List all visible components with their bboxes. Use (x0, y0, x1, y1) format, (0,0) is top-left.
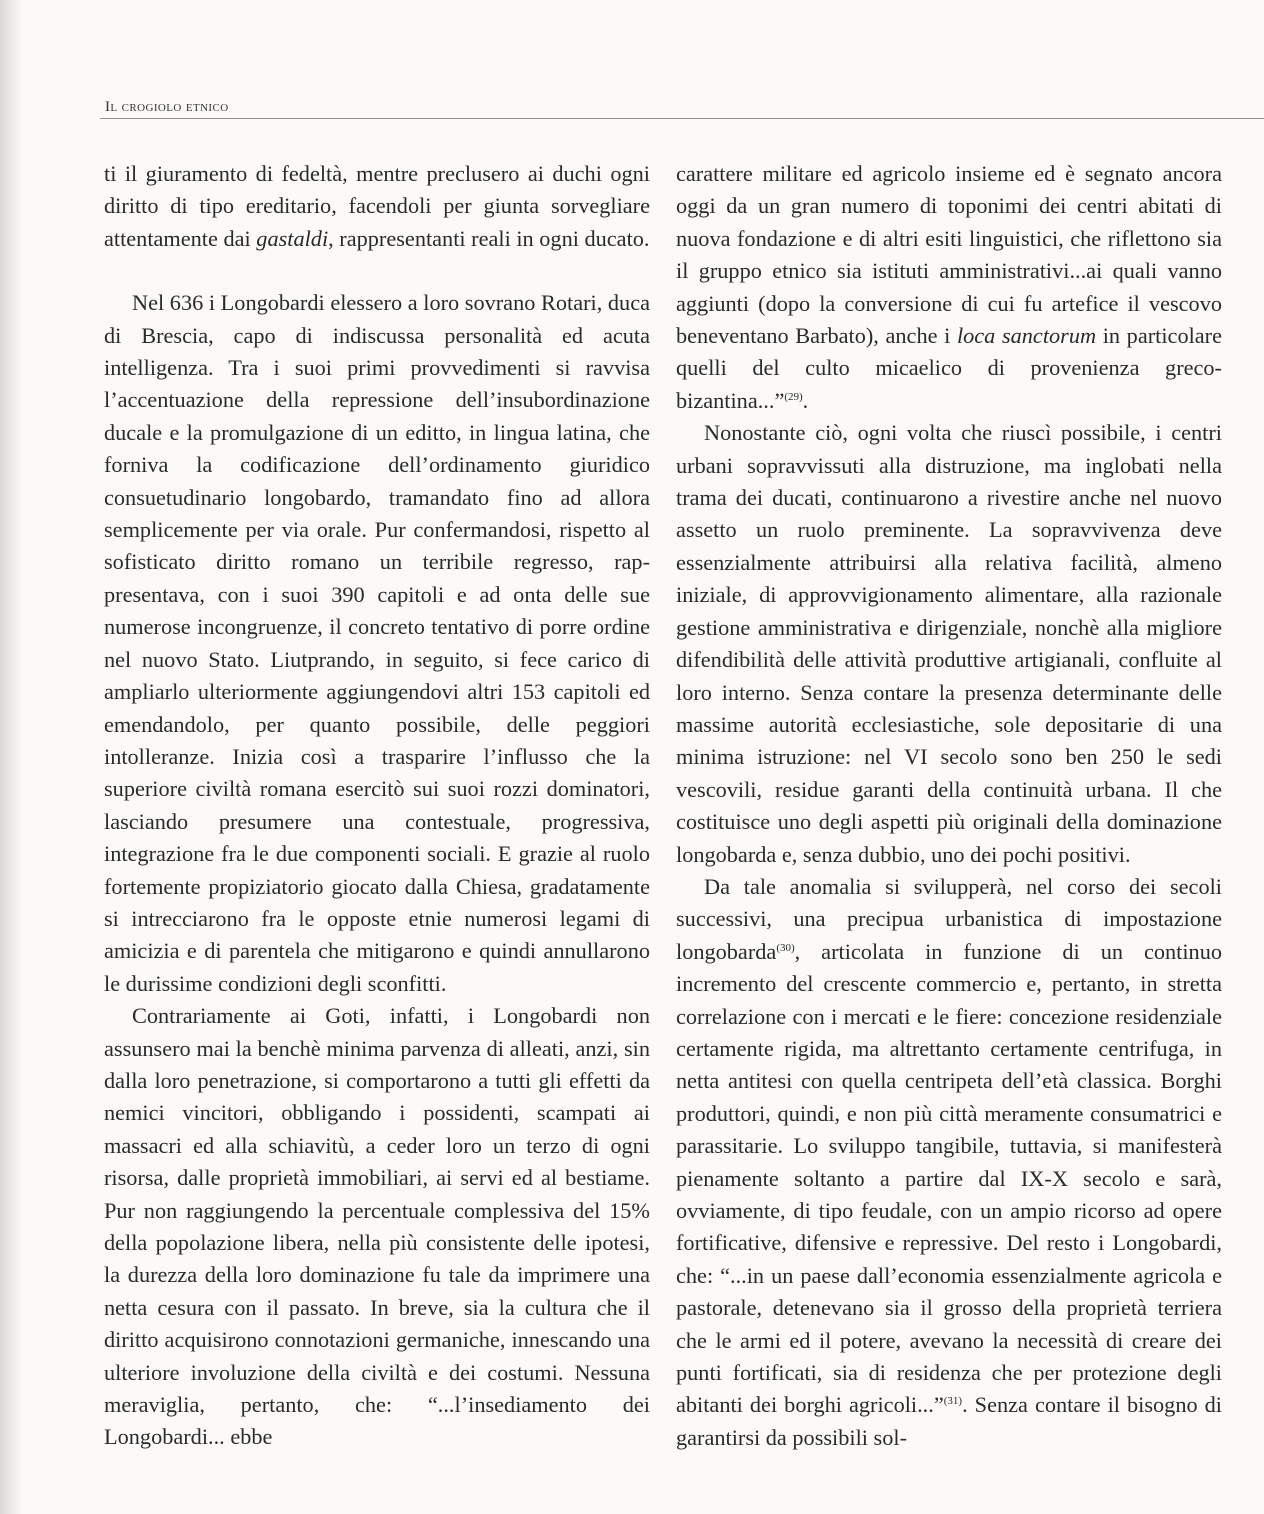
running-header: Il crogiolo etnico (105, 99, 229, 115)
right-p1-end: . (802, 387, 809, 413)
left-column (104, 158, 650, 1454)
right-p3-text-a: Da tale anomalia si svilupperà, nel corso dei secoli successivi, una precipua urbanistica di impostazione longobarda (676, 873, 1222, 964)
right-paragraph-1 (676, 158, 1222, 417)
right-p1-text-a: carattere militare ed agricolo insieme ed è segnato ancora oggi da un gran numero di toponimi dei centri abitati di nuova fondazione e di altri esiti linguistici, che riflettono sia il gruppo etnico sia istituti amministrativi...ai quali vanno aggiunti (dopo la conversione di cui fu artefice il vescovo beneventano Barbato), anche i (676, 161, 1222, 349)
right-p1-text-b: in particolare quelli del culto micaelico di provenienza greco-bizantina...” (676, 323, 1223, 413)
left-paragraph-3: Contrariamente ai Goti, infatti, i Longobardi non assunsero mai la benchè minima parvenza di alleati, anzi, sin dalla loro penetrazione, si comportarono a tutti gli effetti da nemici vincitori, obbligando i possidenti, scampati ai massacri ed alla schiavitù, a ceder loro un terzo di ogni risorsa, dalle proprietà immobiliari, ai servi ed al bestiame. Pur non raggiungendo la percentuale complessiva del 15% della popolazione libera, nella più consistente delle ipotesi, la durezza della loro dominazione fu tale da imprimere una netta cesura con il passato. In breve, sia la cultura che il diritto acquisirono connotazioni germaniche, innescando una ulteriore involuzione della civiltà e dei costumi. Nessuna meraviglia, pertanto, che: “...l’insediamento dei Longobardi... ebbe (104, 1003, 650, 1450)
footnote-ref-29: (29) (784, 390, 803, 403)
footnote-ref-30: (30) (776, 941, 795, 954)
right-p3-text-b: , articolata in funzione di un continuo incremento del crescente commercio e, pertanto, in stretta correlazione con i mercati e le fiere: concezione residenziale certamente rigida, ma altrettanto certamente centrifuga, in netta antitesi con quella centripeta dell’età classica. Borghi produttori, quindi, e non più città meramente consumatrici e parassitarie. Lo sviluppo tangibile, tuttavia, si manifesterà pienamente soltanto a partire dal IX-X secolo e sarà, ovviamente, di tipo feudale, con un ampio ricorso ad opere fortificative, difensive e repressive. Del resto i Longobardi, che: “...in un paese dall’economia essenzialmente agricola e pastorale, detenevano sia il grosso della proprietà terriera che le armi ed il potere, avevano la necessità di creare dei punti fortificati, sia di residenza che per protezione degli abitanti dei borghi agricoli...” (676, 938, 1222, 1418)
header-rule (100, 118, 1264, 119)
right-p3-end: . (962, 1392, 968, 1418)
left-p1-text-b: , rappresentanti reali in ogni ducato. (328, 225, 650, 251)
right-p1-italic-term: loca sanctorum (956, 323, 1097, 349)
footnote-ref-31: (31) (943, 1395, 963, 1408)
right-paragraph-2: Nonostante ciò, ogni volta che riuscì possibile, i centri urbani sopravvissuti alla distruzione, ma inglobati nella trama dei ducati, continuarono a rivestire anche nel nuovo assetto un ruolo preminente. La sopravvivenza deve essenzialmente attribuirsi alla relativa facilità, almeno iniziale, di approvvigionamento alimentare, alla razionale gestione amministrativa e dirigenziale, nonchè alla migliore difendibilità delle attività produttive artigianali, confluite al loro interno. Senza contare la presenza determinante delle massime autorità ecclesiastiche, sole depositarie di una minima istruzione: nel VI secolo sono ben 250 le sedi vescovili, residue garanti della continuità urbana. Il che costituisce uno degli aspetti più originali della dominazione longobarda e, senza dubbio, uno dei pochi positivi. (676, 420, 1222, 867)
page-gutter-shadow (0, 0, 22, 1514)
left-p1-italic-term: gastaldi (256, 225, 329, 251)
left-paragraph-2: Nel 636 i Longobardi elessero a loro sovrano Rotari, duca di Brescia, capo di indiscussa personalità ed acuta intelligenza. Tra i suoi primi provvedimenti si ravvisa l’accentuazione della repressione dell’insubordinazione ducale e la promulgazione di un editto, in lingua latina, che forniva la codificazione dell’ordinamento giuridico consuetudinario longobardo, tramandato fino ad allora semplicemente per via orale. Pur confermandosi, rispetto al sofisticato diritto romano un terribile regresso, rappresentava, con i suoi 390 capitoli e ad onta delle sue numerose incongruenze, il concreto tentativo di porre ordine nel nuovo Stato. Liutprando, in seguito, si fece carico di ampliarlo ulteriormente aggiungendovi altri 153 capitoli ed emendandolo, per quanto possibile, delle peggiori intolleranze. Inizia così a trasparire l’influsso che la superiore civiltà romana esercitò sui suoi rozzi dominatori, lasciando presumere una contestuale, progressiva, integrazione fra le due componenti sociali. E grazie al ruolo fortemente propiziatorio giocato dalla Chiesa, gradatamente si intrecciarono fra le opposte etnie numerosi legami di amicizia e di parentela che mitigarono e quindi annullarono le durissime condizioni degli sconfitti. (104, 290, 650, 996)
right-paragraph-3 (676, 871, 1222, 1454)
right-column (676, 158, 1222, 1454)
right-p3-text-c: Senza contare il bisogno di garantirsi da possibili sol- (676, 1392, 1222, 1450)
left-p1-text-a: ti il giuramento di fedeltà, mentre preclusero ai duchi ogni diritto di tipo ereditario, facendoli per giunta sorvegliare attentamente dai (104, 161, 650, 251)
left-paragraph-1 (104, 158, 650, 255)
